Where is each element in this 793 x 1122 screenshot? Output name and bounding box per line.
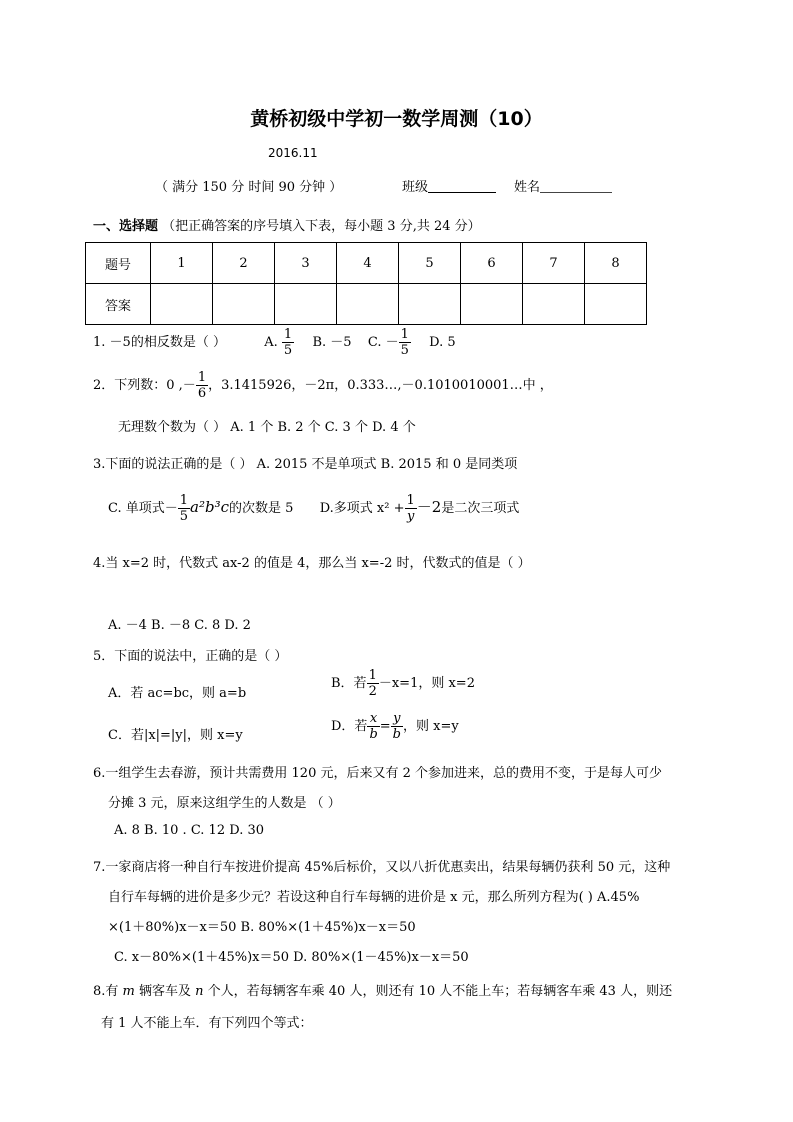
question-5-option-b-label: B．若 <box>331 676 367 691</box>
question-5-option-b-text: －x=1，则 x=2 <box>378 676 475 691</box>
name-label: 姓名 <box>514 180 541 195</box>
question-6-line-2: 分摊 3 元，原来这组学生的人数是 （ ） <box>108 796 341 811</box>
question-7-line-4: C. x－80%×(1＋45%)x＝50 D. 80%×(1－45%)x－x＝50 <box>114 950 469 965</box>
section-1-heading <box>93 215 481 234</box>
question-1-option-c-label: C. － <box>367 335 399 350</box>
question-3-option-d-minus: －2 <box>416 498 442 516</box>
answer-cell[interactable] <box>213 284 275 325</box>
question-5-option-d-text: ，则 x=y <box>403 719 459 734</box>
question-3-line-2 <box>108 493 519 524</box>
question-5-option-b <box>331 668 475 699</box>
name-blank[interactable] <box>540 178 612 193</box>
question-5-option-b-fraction: $\frac{1}{2}$ <box>368 668 377 699</box>
question-number-cell: 1 <box>151 243 213 284</box>
answer-cell[interactable] <box>151 284 213 325</box>
answer-table <box>85 242 647 325</box>
row-label-question-number: 题号 <box>86 243 151 284</box>
name-field[interactable] <box>514 176 612 195</box>
question-6-line-1: 6.一组学生去春游，预计共需费用 120 元，后来又有 2 个参加进来，总的费用不变，于是每人可少 <box>93 766 663 781</box>
answer-cell[interactable] <box>585 284 647 325</box>
question-8-line-2: 有 1 人不能上车．有下列四个等式： <box>101 1016 313 1031</box>
question-1-option-b: B. －5 <box>312 335 352 350</box>
section-1-instruction: （把正确答案的序号填入下表，每小题 3 分,共 24 分） <box>162 219 481 234</box>
class-blank[interactable] <box>428 178 496 193</box>
question-8-text-b: 辆客车及 <box>134 984 196 999</box>
question-3-option-c-suffix: 的次数是 5 <box>229 501 294 516</box>
question-1-option-d: D. 5 <box>429 335 456 350</box>
page-title: 黄桥初级中学初一数学周测（10） <box>250 108 543 130</box>
question-7-line-3: ×(1＋80%)x－x＝50 B. 80%×(1＋45%)x－x＝50 <box>108 920 416 935</box>
answer-table-answer-row <box>86 284 647 325</box>
question-5-option-c: C．若|x|=|y|，则 x=y <box>108 728 243 743</box>
question-2-line-1 <box>93 370 553 401</box>
class-field[interactable] <box>402 176 496 195</box>
question-1 <box>93 327 456 358</box>
question-number-cell: 4 <box>337 243 399 284</box>
question-8-line-1 <box>93 980 672 999</box>
question-3-option-c-text: C. 单项式－ <box>108 501 178 516</box>
answer-cell[interactable] <box>399 284 461 325</box>
question-8-text-c: 个人，若每辆客车乘 40 人，则还有 10 人不能上车；若每辆客车乘 43 人，则还 <box>203 984 673 999</box>
question-2-part-a: 2．下列数：0 ,－ <box>93 378 196 393</box>
question-5-stem: 5．下面的说法中，正确的是（ ） <box>93 649 288 664</box>
question-1-option-c-fraction: $\frac{1}{5}$ <box>400 327 409 358</box>
question-2-part-b: ，3.1415926，－2π，0.333…,－0.1010010001…中 ， <box>208 378 553 393</box>
question-4-stem: 4.当 x=2 时，代数式 ax-2 的值是 4，那么当 x=-2 时，代数式的值是（ ） <box>93 556 531 571</box>
answer-cell[interactable] <box>337 284 399 325</box>
question-5-option-d-equals: = <box>379 719 391 734</box>
score-time-info: （ 满分 150 分 时间 90 分钟 ） <box>155 180 343 195</box>
question-number-cell: 6 <box>461 243 523 284</box>
question-3-line-1: 3.下面的说法正确的是（ ） A. 2015 不是单项式 B. 2015 和 0 是同类项 <box>93 457 518 472</box>
question-8-var-m: m <box>122 984 135 999</box>
question-number-cell: 8 <box>585 243 647 284</box>
question-number-cell: 2 <box>213 243 275 284</box>
answer-cell[interactable] <box>523 284 585 325</box>
question-8-text-a: 8.有 <box>93 984 123 999</box>
question-5-option-d-label: D．若 <box>331 719 368 734</box>
question-3-option-d-text: D.多项式 x² + <box>319 501 405 516</box>
question-3-option-c-fraction: $\frac{1}{5}$ <box>179 493 189 524</box>
question-7-line-1: 7.一家商店将一种自行车按进价提高 45%后标价，又以八折优惠卖出，结果每辆仍获利 50 元，这种 <box>93 860 671 875</box>
question-5-option-a: A．若 ac=bc，则 a=b <box>108 686 247 701</box>
question-1-option-a-fraction: $\frac{1}{5}$ <box>283 327 293 358</box>
question-1-option-a-label: A. <box>264 335 278 350</box>
question-2-fraction: $\frac{1}{6}$ <box>197 370 207 401</box>
question-5-option-d <box>331 711 459 742</box>
question-6-options: A. 8 B. 10 . C. 12 D. 30 <box>114 823 265 838</box>
class-label: 班级 <box>402 180 429 195</box>
row-label-answer: 答案 <box>86 284 151 325</box>
exam-date: 2016.11 <box>268 146 318 160</box>
question-8-var-n: n <box>195 984 204 999</box>
section-1-title: 一、选择题 <box>93 219 159 234</box>
question-3-option-d-suffix: 是二次三项式 <box>441 501 520 516</box>
question-4-options: A. －4 B. －8 C. 8 D. 2 <box>108 618 251 633</box>
question-number-cell: 3 <box>275 243 337 284</box>
question-1-number: 1. <box>93 335 106 350</box>
question-2-line-2: 无理数个数为（ ） A. 1 个 B. 2 个 C. 3 个 D. 4 个 <box>118 420 416 435</box>
answer-cell[interactable] <box>461 284 523 325</box>
answer-table-header-row <box>86 243 647 284</box>
question-3-option-d-fraction: $\frac{1}{y}$ <box>406 493 415 524</box>
question-3-monomial: a²b³c <box>190 498 230 516</box>
question-5-option-d-fraction-1: $\frac{x}{b}$ <box>369 711 378 742</box>
question-7-line-2: 自行车每辆的进价是多少元？若设这种自行车每辆的进价是 x 元，那么所列方程为( ) A.45% <box>108 890 640 905</box>
answer-cell[interactable] <box>275 284 337 325</box>
question-1-stem: －5的相反数是（ ） <box>109 335 226 350</box>
question-5-option-d-fraction-2: $\frac{y}{b}$ <box>392 711 401 742</box>
question-number-cell: 5 <box>399 243 461 284</box>
question-number-cell: 7 <box>523 243 585 284</box>
